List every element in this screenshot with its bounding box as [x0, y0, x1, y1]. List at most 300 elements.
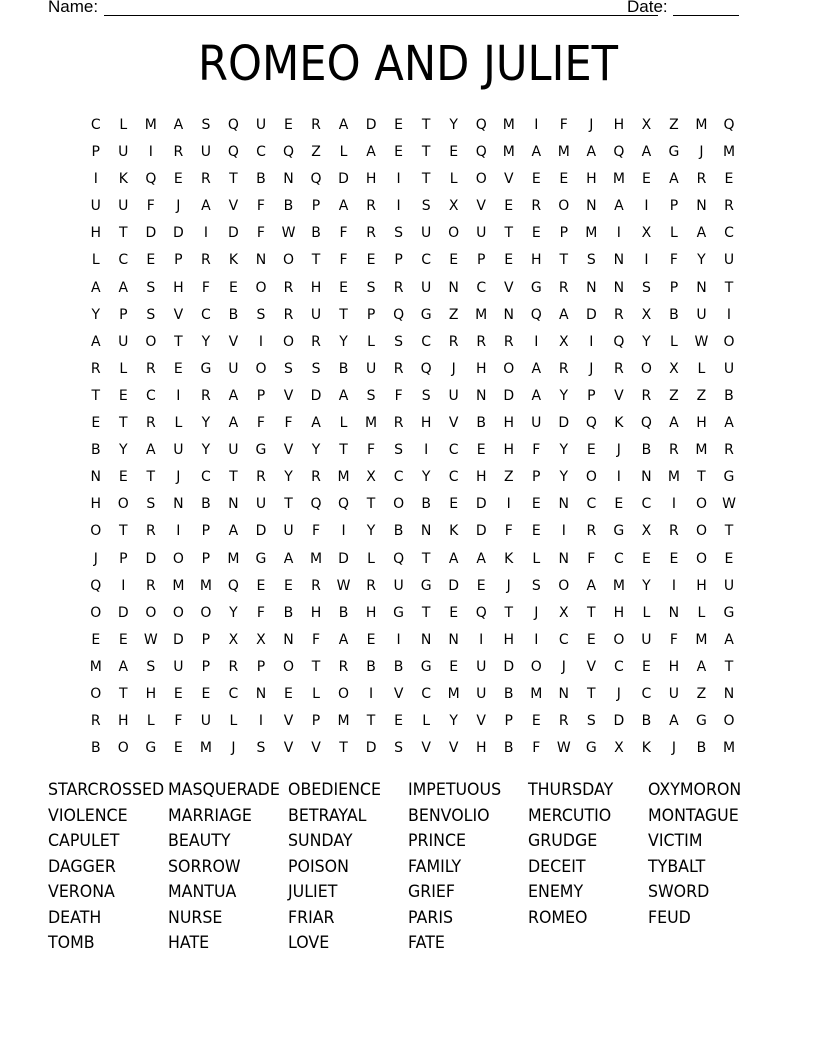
- grid-letter[interactable]: B: [311, 225, 321, 242]
- grid-letter[interactable]: D: [310, 387, 322, 404]
- grid-letter[interactable]: S: [146, 306, 156, 323]
- grid-letter[interactable]: H: [90, 225, 102, 242]
- grid-letter[interactable]: S: [256, 740, 266, 757]
- grid-letter[interactable]: X: [614, 740, 624, 757]
- grid-letter[interactable]: R: [145, 415, 156, 432]
- grid-letter[interactable]: O: [640, 360, 652, 377]
- grid-letter[interactable]: K: [228, 252, 239, 269]
- grid-letter[interactable]: O: [117, 496, 129, 513]
- grid-letter[interactable]: C: [613, 550, 624, 567]
- grid-letter[interactable]: H: [173, 279, 184, 296]
- grid-letter[interactable]: L: [339, 415, 348, 432]
- grid-letter[interactable]: L: [367, 550, 375, 567]
- grid-letter[interactable]: A: [228, 387, 239, 404]
- grid-letter[interactable]: C: [421, 333, 432, 350]
- grid-letter[interactable]: I: [176, 387, 181, 404]
- grid-letter[interactable]: D: [338, 550, 349, 567]
- grid-letter[interactable]: X: [559, 333, 569, 350]
- grid-letter[interactable]: S: [421, 198, 431, 215]
- grid-letter[interactable]: R: [613, 306, 624, 323]
- grid-letter[interactable]: E: [614, 496, 624, 513]
- grid-letter[interactable]: Q: [282, 144, 294, 161]
- grid-letter[interactable]: S: [366, 387, 376, 404]
- grid-letter[interactable]: C: [118, 252, 129, 269]
- grid-letter[interactable]: P: [174, 252, 183, 269]
- grid-letter[interactable]: A: [696, 225, 707, 242]
- grid-letter[interactable]: R: [311, 117, 321, 133]
- grid-letter[interactable]: U: [255, 496, 267, 513]
- grid-letter[interactable]: L: [670, 333, 678, 350]
- grid-letter[interactable]: R: [283, 279, 294, 296]
- grid-letter[interactable]: C: [613, 658, 624, 675]
- grid-letter[interactable]: O: [393, 496, 405, 513]
- grid-letter[interactable]: Q: [310, 171, 322, 188]
- grid-letter[interactable]: B: [228, 306, 239, 323]
- grid-letter[interactable]: C: [201, 469, 211, 486]
- grid-letter[interactable]: Y: [119, 442, 128, 459]
- grid-letter[interactable]: A: [118, 658, 129, 675]
- grid-letter[interactable]: N: [283, 631, 294, 648]
- date-blank[interactable]: [673, 15, 739, 16]
- grid-letter[interactable]: Y: [366, 523, 376, 540]
- grid-letter[interactable]: E: [641, 658, 651, 675]
- grid-letter[interactable]: W: [336, 577, 351, 594]
- grid-letter[interactable]: S: [146, 496, 156, 513]
- grid-letter[interactable]: B: [696, 740, 707, 757]
- grid-letter[interactable]: E: [201, 685, 211, 702]
- grid-letter[interactable]: M: [585, 225, 598, 242]
- grid-letter[interactable]: I: [258, 333, 264, 350]
- grid-letter[interactable]: S: [284, 360, 293, 377]
- grid-letter[interactable]: O: [282, 333, 294, 350]
- grid-letter[interactable]: P: [201, 550, 211, 567]
- grid-letter[interactable]: N: [228, 496, 239, 513]
- grid-letter[interactable]: H: [503, 415, 514, 432]
- grid-letter[interactable]: M: [722, 144, 736, 161]
- grid-letter[interactable]: I: [341, 523, 346, 540]
- grid-letter[interactable]: F: [669, 631, 678, 648]
- grid-letter[interactable]: L: [532, 550, 541, 567]
- grid-letter[interactable]: O: [117, 740, 129, 757]
- grid-letter[interactable]: N: [90, 469, 101, 486]
- grid-letter[interactable]: V: [311, 740, 321, 757]
- grid-letter[interactable]: Y: [642, 333, 651, 350]
- grid-letter[interactable]: R: [90, 713, 101, 730]
- grid-letter[interactable]: B: [669, 306, 679, 323]
- grid-letter[interactable]: Y: [229, 604, 238, 621]
- grid-letter[interactable]: A: [669, 415, 679, 432]
- grid-letter[interactable]: G: [420, 658, 432, 675]
- grid-letter[interactable]: T: [724, 523, 734, 540]
- grid-letter[interactable]: O: [530, 658, 542, 675]
- grid-letter[interactable]: E: [531, 171, 541, 188]
- grid-letter[interactable]: M: [612, 577, 625, 594]
- grid-letter[interactable]: F: [339, 252, 348, 269]
- grid-letter[interactable]: G: [420, 577, 432, 594]
- grid-letter[interactable]: P: [476, 252, 486, 269]
- grid-letter[interactable]: R: [201, 387, 211, 404]
- grid-letter[interactable]: I: [506, 496, 511, 513]
- grid-letter[interactable]: S: [146, 658, 156, 675]
- grid-letter[interactable]: P: [91, 144, 100, 161]
- grid-letter[interactable]: H: [613, 117, 625, 133]
- grid-letter[interactable]: N: [503, 306, 514, 323]
- grid-letter[interactable]: Z: [669, 387, 679, 404]
- grid-letter[interactable]: E: [504, 198, 514, 215]
- grid-letter[interactable]: X: [228, 631, 239, 648]
- grid-letter[interactable]: J: [616, 442, 621, 459]
- grid-letter[interactable]: M: [612, 171, 625, 188]
- grid-letter[interactable]: L: [119, 360, 128, 377]
- grid-letter[interactable]: U: [641, 631, 652, 648]
- grid-letter[interactable]: T: [421, 144, 431, 161]
- grid-letter[interactable]: X: [448, 198, 459, 215]
- grid-letter[interactable]: P: [559, 225, 569, 242]
- grid-letter[interactable]: U: [448, 387, 459, 404]
- grid-letter[interactable]: P: [256, 387, 266, 404]
- grid-letter[interactable]: D: [475, 496, 487, 513]
- grid-letter[interactable]: R: [393, 415, 404, 432]
- grid-letter[interactable]: N: [448, 631, 459, 648]
- grid-letter[interactable]: M: [89, 658, 102, 675]
- grid-letter[interactable]: H: [365, 171, 377, 188]
- grid-letter[interactable]: D: [365, 117, 377, 133]
- grid-letter[interactable]: W: [694, 333, 709, 350]
- grid-letter[interactable]: C: [641, 685, 652, 702]
- grid-letter[interactable]: R: [145, 523, 156, 540]
- grid-letter[interactable]: D: [475, 523, 487, 540]
- grid-letter[interactable]: M: [337, 713, 350, 730]
- grid-letter[interactable]: F: [174, 713, 183, 730]
- grid-letter[interactable]: E: [284, 577, 293, 594]
- grid-letter[interactable]: H: [475, 360, 487, 377]
- grid-letter[interactable]: G: [530, 279, 542, 296]
- grid-letter[interactable]: N: [283, 171, 294, 188]
- grid-letter[interactable]: E: [394, 144, 404, 161]
- grid-letter[interactable]: F: [256, 198, 265, 215]
- grid-letter[interactable]: S: [201, 117, 211, 133]
- grid-letter[interactable]: U: [723, 252, 735, 269]
- grid-letter[interactable]: B: [421, 496, 431, 513]
- grid-letter[interactable]: U: [476, 225, 487, 242]
- grid-letter[interactable]: Y: [284, 469, 293, 486]
- grid-letter[interactable]: O: [695, 523, 707, 540]
- grid-letter[interactable]: M: [309, 550, 323, 567]
- grid-letter[interactable]: O: [282, 252, 294, 269]
- grid-letter[interactable]: E: [284, 685, 293, 702]
- grid-letter[interactable]: U: [118, 333, 129, 350]
- grid-letter[interactable]: O: [282, 658, 294, 675]
- grid-letter[interactable]: N: [696, 279, 707, 296]
- grid-letter[interactable]: T: [119, 225, 128, 242]
- grid-letter[interactable]: B: [338, 604, 349, 621]
- grid-letter[interactable]: T: [339, 306, 348, 323]
- grid-letter[interactable]: I: [534, 117, 539, 133]
- grid-letter[interactable]: I: [396, 631, 401, 648]
- grid-letter[interactable]: R: [476, 333, 487, 350]
- grid-letter[interactable]: O: [145, 604, 157, 621]
- grid-letter[interactable]: E: [146, 252, 156, 269]
- grid-letter[interactable]: R: [669, 523, 679, 540]
- grid-letter[interactable]: V: [448, 415, 459, 432]
- grid-letter[interactable]: I: [616, 225, 621, 242]
- grid-letter[interactable]: R: [448, 333, 459, 350]
- grid-letter[interactable]: O: [255, 360, 267, 377]
- grid-letter[interactable]: E: [173, 360, 183, 377]
- grid-letter[interactable]: D: [145, 550, 157, 567]
- grid-letter[interactable]: N: [696, 198, 707, 215]
- grid-letter[interactable]: C: [558, 631, 569, 648]
- grid-letter[interactable]: R: [201, 252, 211, 269]
- grid-letter[interactable]: A: [614, 198, 624, 215]
- grid-letter[interactable]: J: [616, 685, 621, 702]
- grid-letter[interactable]: V: [173, 306, 184, 323]
- grid-letter[interactable]: I: [148, 144, 153, 161]
- grid-letter[interactable]: K: [504, 550, 514, 567]
- grid-letter[interactable]: C: [448, 442, 459, 459]
- grid-letter[interactable]: D: [558, 415, 570, 432]
- grid-letter[interactable]: A: [90, 333, 101, 350]
- grid-letter[interactable]: T: [504, 604, 514, 621]
- grid-letter[interactable]: C: [201, 306, 211, 323]
- grid-letter[interactable]: R: [393, 360, 404, 377]
- grid-letter[interactable]: X: [641, 117, 652, 133]
- grid-letter[interactable]: N: [723, 685, 735, 702]
- grid-letter[interactable]: C: [90, 117, 101, 133]
- grid-letter[interactable]: Q: [310, 496, 322, 513]
- grid-letter[interactable]: E: [91, 631, 101, 648]
- grid-letter[interactable]: A: [228, 415, 239, 432]
- grid-letter[interactable]: A: [586, 577, 597, 594]
- grid-letter[interactable]: T: [697, 469, 706, 486]
- grid-letter[interactable]: S: [394, 740, 404, 757]
- grid-letter[interactable]: R: [90, 360, 101, 377]
- grid-letter[interactable]: T: [421, 550, 431, 567]
- grid-letter[interactable]: B: [338, 360, 349, 377]
- grid-letter[interactable]: E: [531, 225, 541, 242]
- grid-letter[interactable]: T: [587, 685, 596, 702]
- grid-letter[interactable]: T: [119, 523, 128, 540]
- grid-letter[interactable]: D: [448, 577, 460, 594]
- grid-letter[interactable]: E: [366, 252, 376, 269]
- grid-letter[interactable]: M: [530, 685, 543, 702]
- grid-letter[interactable]: G: [255, 550, 267, 567]
- grid-letter[interactable]: P: [669, 279, 679, 296]
- grid-letter[interactable]: S: [311, 360, 321, 377]
- grid-letter[interactable]: D: [613, 713, 625, 730]
- grid-letter[interactable]: H: [696, 577, 707, 594]
- grid-letter[interactable]: E: [394, 713, 404, 730]
- grid-letter[interactable]: E: [531, 523, 541, 540]
- grid-letter[interactable]: X: [641, 306, 652, 323]
- grid-letter[interactable]: U: [118, 198, 129, 215]
- grid-letter[interactable]: I: [671, 577, 676, 594]
- grid-letter[interactable]: A: [641, 144, 652, 161]
- grid-letter[interactable]: Y: [559, 442, 569, 459]
- grid-letter[interactable]: O: [145, 333, 157, 350]
- grid-letter[interactable]: F: [532, 442, 541, 459]
- grid-letter[interactable]: M: [365, 415, 378, 432]
- grid-letter[interactable]: G: [200, 360, 212, 377]
- grid-letter[interactable]: V: [228, 333, 239, 350]
- grid-letter[interactable]: O: [695, 550, 707, 567]
- grid-letter[interactable]: U: [283, 523, 294, 540]
- grid-letter[interactable]: R: [696, 171, 707, 188]
- grid-letter[interactable]: S: [394, 225, 404, 242]
- grid-letter[interactable]: Q: [338, 496, 350, 513]
- grid-letter[interactable]: N: [668, 604, 680, 621]
- grid-letter[interactable]: P: [201, 631, 211, 648]
- grid-letter[interactable]: U: [255, 117, 267, 133]
- grid-letter[interactable]: Q: [585, 415, 597, 432]
- grid-letter[interactable]: E: [586, 442, 596, 459]
- grid-letter[interactable]: H: [420, 415, 432, 432]
- grid-letter[interactable]: Q: [613, 144, 625, 161]
- grid-letter[interactable]: L: [449, 171, 458, 188]
- grid-letter[interactable]: R: [338, 658, 349, 675]
- grid-letter[interactable]: U: [723, 360, 735, 377]
- grid-letter[interactable]: P: [394, 252, 403, 269]
- grid-letter[interactable]: F: [367, 442, 376, 459]
- grid-letter[interactable]: F: [532, 740, 541, 757]
- grid-letter[interactable]: X: [559, 604, 569, 621]
- grid-letter[interactable]: E: [476, 442, 486, 459]
- grid-letter[interactable]: J: [561, 658, 566, 675]
- grid-letter[interactable]: L: [697, 604, 706, 621]
- grid-letter[interactable]: P: [532, 469, 541, 486]
- grid-letter[interactable]: O: [723, 333, 735, 350]
- grid-letter[interactable]: P: [366, 306, 376, 323]
- grid-letter[interactable]: S: [531, 577, 541, 594]
- grid-letter[interactable]: U: [118, 144, 129, 161]
- grid-letter[interactable]: B: [283, 198, 294, 215]
- grid-letter[interactable]: I: [93, 171, 98, 188]
- grid-letter[interactable]: P: [119, 306, 128, 323]
- grid-letter[interactable]: Q: [393, 306, 405, 323]
- grid-letter[interactable]: E: [449, 144, 459, 161]
- grid-letter[interactable]: I: [644, 252, 649, 269]
- grid-letter[interactable]: R: [311, 469, 321, 486]
- grid-letter[interactable]: C: [641, 496, 652, 513]
- grid-letter[interactable]: L: [174, 415, 183, 432]
- grid-letter[interactable]: T: [229, 469, 238, 486]
- grid-letter[interactable]: D: [503, 658, 515, 675]
- grid-letter[interactable]: X: [366, 469, 376, 486]
- grid-letter[interactable]: V: [393, 685, 404, 702]
- grid-letter[interactable]: U: [228, 442, 239, 459]
- grid-letter[interactable]: V: [586, 658, 597, 675]
- grid-letter[interactable]: C: [586, 496, 597, 513]
- grid-letter[interactable]: L: [146, 713, 155, 730]
- grid-letter[interactable]: F: [394, 387, 403, 404]
- grid-letter[interactable]: A: [146, 442, 156, 459]
- grid-letter[interactable]: U: [365, 360, 377, 377]
- grid-letter[interactable]: V: [283, 442, 294, 459]
- grid-letter[interactable]: J: [93, 550, 98, 567]
- grid-letter[interactable]: O: [558, 198, 570, 215]
- grid-letter[interactable]: L: [642, 604, 651, 621]
- grid-letter[interactable]: M: [337, 469, 350, 486]
- grid-letter[interactable]: O: [255, 279, 267, 296]
- grid-letter[interactable]: N: [586, 198, 597, 215]
- grid-letter[interactable]: S: [394, 333, 404, 350]
- grid-letter[interactable]: T: [366, 713, 376, 730]
- grid-letter[interactable]: N: [173, 496, 184, 513]
- grid-letter[interactable]: T: [339, 442, 348, 459]
- grid-letter[interactable]: M: [144, 117, 157, 133]
- grid-letter[interactable]: F: [256, 225, 265, 242]
- grid-letter[interactable]: N: [558, 550, 570, 567]
- grid-letter[interactable]: Y: [449, 713, 458, 730]
- grid-letter[interactable]: F: [146, 198, 155, 215]
- grid-letter[interactable]: H: [365, 604, 377, 621]
- grid-letter[interactable]: N: [420, 631, 432, 648]
- grid-letter[interactable]: T: [421, 117, 431, 133]
- grid-letter[interactable]: E: [449, 496, 459, 513]
- grid-letter[interactable]: E: [476, 577, 486, 594]
- grid-letter[interactable]: R: [256, 469, 266, 486]
- grid-letter[interactable]: M: [502, 144, 515, 161]
- grid-letter[interactable]: F: [256, 415, 265, 432]
- grid-letter[interactable]: R: [283, 306, 294, 323]
- grid-letter[interactable]: F: [559, 117, 568, 133]
- grid-letter[interactable]: R: [228, 658, 239, 675]
- grid-letter[interactable]: E: [256, 577, 266, 594]
- grid-letter[interactable]: O: [172, 550, 184, 567]
- grid-letter[interactable]: L: [229, 713, 238, 730]
- grid-letter[interactable]: R: [201, 171, 211, 188]
- grid-letter[interactable]: G: [145, 740, 157, 757]
- grid-letter[interactable]: N: [475, 387, 487, 404]
- grid-letter[interactable]: A: [338, 387, 349, 404]
- grid-letter[interactable]: V: [228, 198, 239, 215]
- grid-letter[interactable]: S: [421, 387, 431, 404]
- grid-letter[interactable]: P: [201, 523, 211, 540]
- grid-letter[interactable]: O: [723, 713, 735, 730]
- grid-letter[interactable]: H: [503, 631, 514, 648]
- grid-letter[interactable]: Z: [669, 117, 679, 133]
- grid-letter[interactable]: B: [476, 415, 486, 432]
- grid-letter[interactable]: U: [421, 225, 432, 242]
- grid-letter[interactable]: N: [448, 279, 459, 296]
- grid-letter[interactable]: L: [339, 144, 348, 161]
- grid-letter[interactable]: P: [311, 713, 321, 730]
- grid-letter[interactable]: I: [671, 496, 676, 513]
- grid-letter[interactable]: E: [173, 685, 183, 702]
- grid-letter[interactable]: U: [173, 442, 184, 459]
- grid-letter[interactable]: Y: [201, 442, 211, 459]
- grid-letter[interactable]: U: [723, 577, 735, 594]
- grid-letter[interactable]: R: [724, 198, 734, 215]
- grid-letter[interactable]: S: [586, 252, 596, 269]
- grid-letter[interactable]: I: [589, 333, 594, 350]
- grid-letter[interactable]: I: [424, 442, 429, 459]
- grid-letter[interactable]: E: [559, 171, 569, 188]
- grid-letter[interactable]: E: [449, 604, 459, 621]
- grid-letter[interactable]: D: [585, 306, 597, 323]
- grid-letter[interactable]: E: [724, 550, 734, 567]
- grid-letter[interactable]: G: [668, 144, 680, 161]
- grid-letter[interactable]: E: [504, 252, 514, 269]
- grid-letter[interactable]: D: [365, 740, 377, 757]
- grid-letter[interactable]: Y: [201, 333, 211, 350]
- grid-letter[interactable]: R: [641, 387, 652, 404]
- grid-letter[interactable]: D: [145, 225, 157, 242]
- grid-letter[interactable]: R: [366, 577, 376, 594]
- grid-letter[interactable]: A: [586, 144, 597, 161]
- grid-letter[interactable]: A: [448, 550, 459, 567]
- grid-letter[interactable]: M: [695, 117, 708, 133]
